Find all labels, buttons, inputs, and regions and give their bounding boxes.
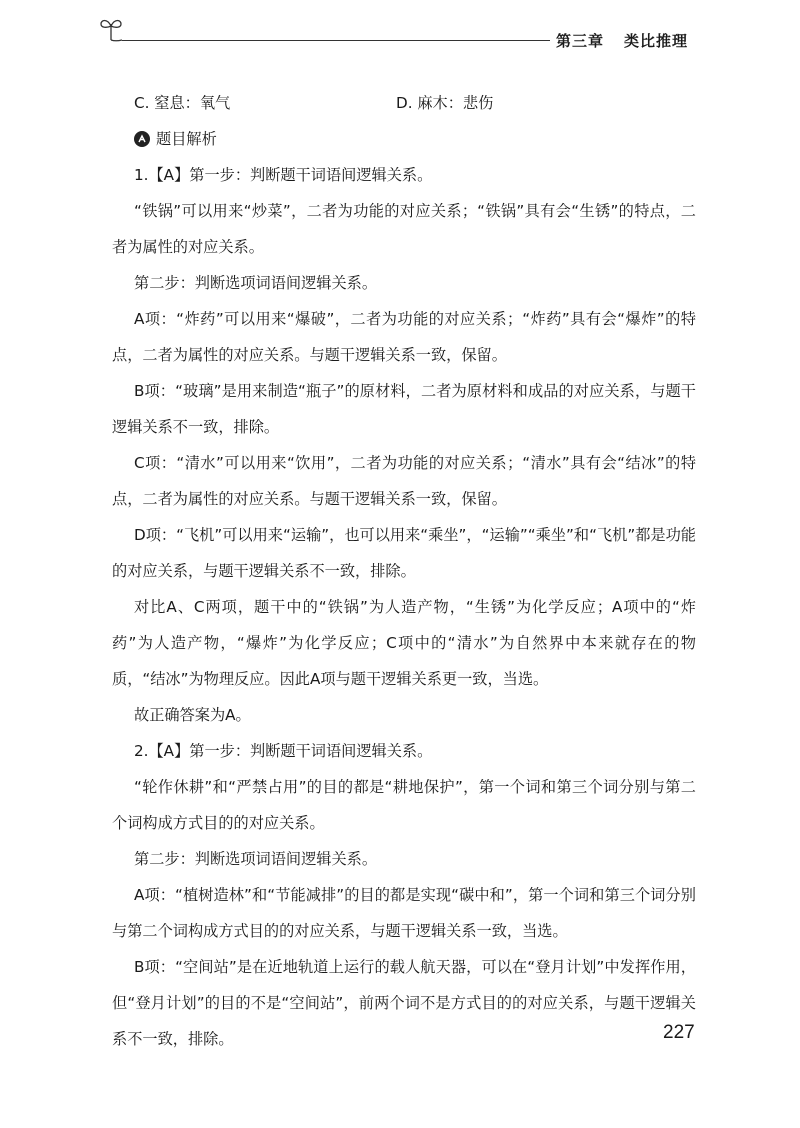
paragraph-q1-step2: 第二步：判断选项词语间逻辑关系。 [134,274,377,292]
paragraph-q1-option-b: B项：“玻璃”是用来制造“瓶子”的原材料，二者为原材料和成品的对应关系，与题干逻辑关系不一致，排除。 [112,382,696,436]
paragraph-q1-compare: 对比A、C两项，题干中的“铁锅”为人造产物，“生锈”为化学反应；A项中的“炸药”为人造产物，“爆炸”为化学反应；C项中的“清水”为自然界中本来就存在的物质，“结冰”为物理反应。因此A项与题干逻辑关系更一致，当选。 [112,598,696,688]
paragraph-q1-option-a: A项：“炸药”可以用来“爆破”，二者为功能的对应关系；“炸药”具有会“爆炸”的特点，二者为属性的对应关系。与题干逻辑关系一致，保留。 [112,310,696,364]
page-header [0,0,800,70]
chapter-number: 第三章 [556,32,605,50]
chapter-title: 类比推理 [624,32,689,50]
option-d: D. 麻木：悲伤 [396,94,494,112]
analysis-icon [134,131,150,147]
paragraph-q1-stem: “铁锅”可以用来“炒菜”，二者为功能的对应关系；“铁锅”具有会“生锈”的特点，二者为属性的对应关系。 [112,202,696,256]
sprout-icon [98,14,124,44]
chapter-heading [556,30,688,51]
header-rule [122,40,550,41]
page-content [112,85,696,1057]
paragraph-q1-step1: 1.【A】第一步：判断题干词语间逻辑关系。 [134,166,433,184]
analysis-title: 题目解析 [156,130,217,148]
paragraph-q2-step2: 第二步：判断选项词语间逻辑关系。 [134,850,377,868]
analysis-heading [112,121,696,157]
paragraph-q2-step1: 2.【A】第一步：判断题干词语间逻辑关系。 [134,742,433,760]
option-c: C. 窒息：氧气 [134,94,231,112]
paragraph-q1-option-c: C项：“清水”可以用来“饮用”，二者为功能的对应关系；“清水”具有会“结冰”的特点，二者为属性的对应关系。与题干逻辑关系一致，保留。 [112,454,696,508]
paragraph-q2-option-a: A项：“植树造林”和“节能减排”的目的都是实现“碳中和”，第一个词和第三个词分别与第二个词构成方式目的的对应关系，与题干逻辑关系一致，当选。 [112,886,696,940]
page-number: 227 [663,1022,695,1043]
paragraph-q1-option-d: D项：“飞机”可以用来“运输”，也可以用来“乘坐”，“运输”“乘坐”和“飞机”都是功能的对应关系，与题干逻辑关系不一致，排除。 [112,526,696,580]
answer-options [112,85,696,121]
paragraph-q2-option-b: B项：“空间站”是在近地轨道上运行的载人航天器，可以在“登月计划”中发挥作用，但“登月计划”的目的不是“空间站”，前两个词不是方式目的的对应关系，与题干逻辑关系不一致，排除。 [112,958,696,1048]
paragraph-q1-answer: 故正确答案为A。 [134,706,251,724]
paragraph-q2-stem: “轮作休耕”和“严禁占用”的目的都是“耕地保护”，第一个词和第三个词分别与第二个词构成方式目的的对应关系。 [112,778,696,832]
